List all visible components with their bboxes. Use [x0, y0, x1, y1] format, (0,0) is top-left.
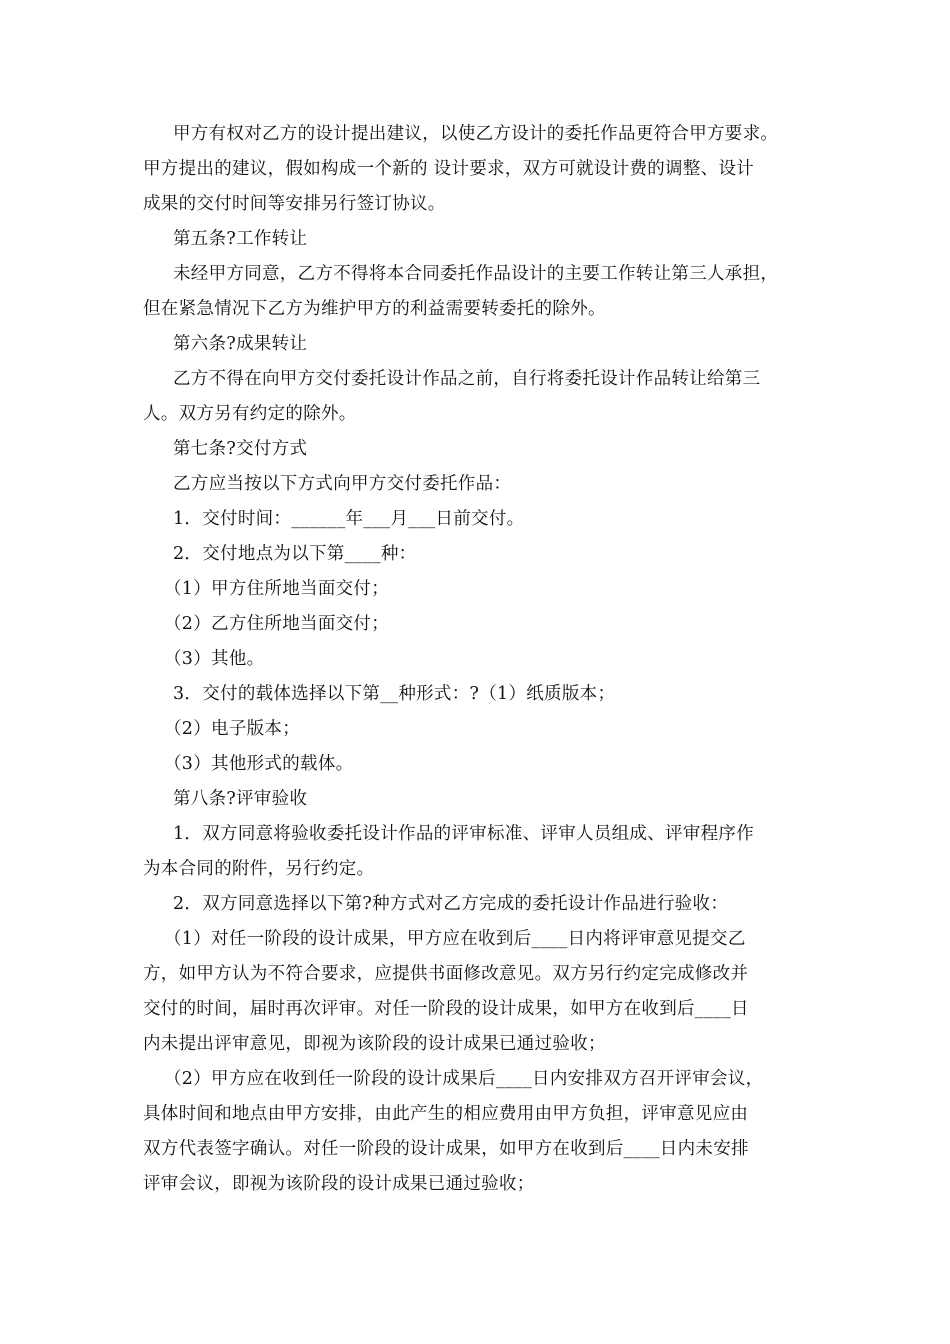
paragraph-line: 乙方不得在向甲方交付委托设计作品之前，自行将委托设计作品转让给第三 — [173, 369, 761, 389]
list-item: 2．双方同意选择以下第?种方式对乙方完成的委托设计作品进行验收： — [173, 894, 729, 914]
list-item: （2）乙方住所地当面交付； — [164, 614, 390, 634]
list-item: （3）其他。 — [164, 649, 265, 669]
list-item: 3．交付的载体选择以下第__种形式：?（1）纸质版本； — [173, 684, 616, 704]
article-heading: 第五条?工作转让 — [173, 229, 308, 249]
paragraph-line: 甲方提出的建议，假如构成一个新的 设计要求，双方可就设计费的调整、设计 — [143, 159, 755, 179]
list-item: （3）其他形式的载体。 — [164, 754, 354, 774]
paragraph-line: 乙方应当按以下方式向甲方交付委托作品： — [173, 474, 512, 494]
paragraph-line: 具体时间和地点由甲方安排，由此产生的相应费用由甲方负担，评审意见应由 — [143, 1104, 749, 1124]
paragraph-line: 甲方有权对乙方的设计提出建议，以使乙方设计的委托作品更符合甲方要求。 — [173, 124, 779, 144]
paragraph-line: 方，如甲方认为不符合要求，应提供书面修改意见。双方另行约定完成修改并 — [143, 964, 749, 984]
list-item: 1．交付时间：______年___月___日前交付。 — [173, 509, 525, 529]
list-item: （2）甲方应在收到任一阶段的设计成果后____日内安排双方召开评审会议， — [164, 1069, 764, 1089]
paragraph-line: 评审会议，即视为该阶段的设计成果已通过验收； — [143, 1174, 535, 1194]
paragraph-line: 交付的时间，届时再次评审。对任一阶段的设计成果，如甲方在收到后____日 — [143, 999, 749, 1019]
paragraph-line: 人。双方另有约定的除外。 — [143, 404, 357, 424]
list-item: （2）电子版本； — [164, 719, 301, 739]
article-heading: 第六条?成果转让 — [173, 334, 308, 354]
list-item: （1）甲方住所地当面交付； — [164, 579, 390, 599]
paragraph-line: 内未提出评审意见，即视为该阶段的设计成果已通过验收； — [143, 1034, 606, 1054]
list-item: （1）对任一阶段的设计成果，甲方应在收到后____日内将评审意见提交乙 — [164, 929, 746, 949]
paragraph-line: 双方代表签字确认。对任一阶段的设计成果，如甲方在收到后____日内未安排 — [143, 1139, 749, 1159]
paragraph-line: 未经甲方同意，乙方不得将本合同委托作品设计的主要工作转让第三人承担， — [173, 264, 779, 284]
paragraph-line: 成果的交付时间等安排另行签订协议。 — [143, 194, 446, 214]
paragraph-line: 为本合同的附件，另行约定。 — [143, 859, 375, 879]
article-heading: 第七条?交付方式 — [173, 439, 308, 459]
list-item: 2．交付地点为以下第____种： — [173, 544, 417, 564]
list-item: 1．双方同意将验收委托设计作品的评审标准、评审人员组成、评审程序作 — [173, 824, 755, 844]
paragraph-line: 但在紧急情况下乙方为维护甲方的利益需要转委托的除外。 — [143, 299, 606, 319]
article-heading: 第八条?评审验收 — [173, 789, 308, 809]
